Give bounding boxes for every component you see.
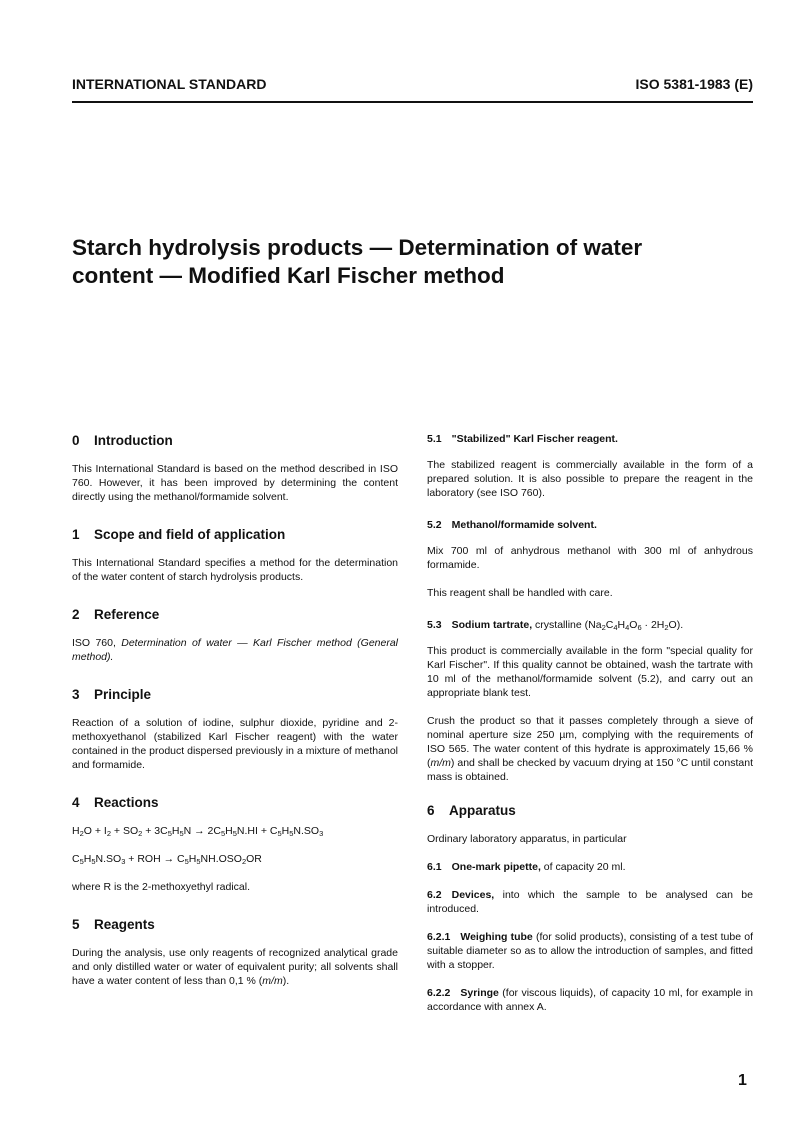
section-heading: 2 Reference bbox=[72, 607, 160, 622]
subclause-6-2-2: 6.2.2 Syringe (for viscous liquids), of capacity 10 ml, for example in accordance with annex A. bbox=[427, 987, 753, 1013]
section-principle bbox=[72, 686, 398, 772]
reaction-equation-1: $H_2O + I_2 + SO_2 + 3C_5H_5N \to 2C_5H_5N.HI + C_5H_5N.SO_3$ bbox=[72, 825, 324, 838]
page-number: 1 bbox=[738, 1072, 747, 1089]
document-title-line-1: Starch hydrolysis products — Determination of water bbox=[72, 235, 643, 260]
section-heading: 4 Reactions bbox=[72, 795, 159, 810]
header-standard-label: INTERNATIONAL STANDARD bbox=[72, 76, 267, 92]
section-body: Reaction of a solution of iodine, sulphur dioxide, pyridine and 2-methoxyethanol (stabilized Karl Fischer reagent) with the water contained in the product dispersed previously in a mixture of methanol and formamide. bbox=[72, 717, 398, 771]
subclause-5-2-body: Mix 700 ml of anhydrous methanol with 300 ml of anhydrous formamide. bbox=[427, 545, 753, 571]
section-heading: 5 Reagents bbox=[72, 917, 155, 932]
section-body: During the analysis, use only reagents of recognized analytical grade and only distilled water or water of equivalent purity; all solvents shall have a water content of less than 0,1 % (m/m). bbox=[72, 947, 398, 987]
section-heading: 1 Scope and field of application bbox=[72, 527, 286, 542]
reaction-equation-2: $C_5H_5N.SO_3$ + ROH → $C_5H_5NH.OSO_2OR$ bbox=[72, 853, 262, 866]
section-reactions bbox=[72, 794, 398, 894]
section-body: This International Standard specifies a method for the determination of the water content of starch hydrolysis products. bbox=[72, 557, 398, 583]
apparatus-intro: Ordinary laboratory apparatus, in particular bbox=[427, 833, 627, 845]
section-reagents bbox=[72, 916, 398, 988]
section-reference bbox=[72, 606, 398, 664]
subclause-6-1: 6.1 One-mark pipette, of capacity 20 ml. bbox=[427, 861, 626, 873]
section-heading-apparatus: 6 Apparatus bbox=[427, 803, 516, 818]
section-body: This International Standard is based on the method described in ISO 760. However, it has been improved by determining the content directly using the methanol/formamide solvent. bbox=[72, 463, 398, 503]
radical-definition: where R is the 2-methoxyethyl radical. bbox=[72, 881, 250, 893]
subclause-6-2-1: 6.2.1 Weighing tube (for solid products), consisting of a test tube of suitable diameter so as to allow the introduction of samples, and fitted with a stopper. bbox=[427, 931, 753, 971]
subclause-6-2: 6.2 Devices, into which the sample to be analysed can be introduced. bbox=[427, 889, 753, 915]
section-scope bbox=[72, 526, 398, 584]
section-heading: 3 Principle bbox=[72, 687, 152, 702]
section-heading: 0 Introduction bbox=[72, 433, 173, 448]
subclause-5-3-body: This product is commercially available in the form "special quality for Karl Fischer". If this quality cannot be obtained, wash the tartrate with 10 ml of the methanol/formamide solvent (5.2), and carry out an appropriate blank test. bbox=[427, 645, 753, 699]
reference-title: Determination of water — Karl Fischer method (General method). bbox=[72, 637, 399, 663]
subclause-5-2-heading: 5.2 Methanol/formamide solvent. bbox=[427, 519, 597, 531]
document-title-line-2: content — Modified Karl Fischer method bbox=[72, 263, 505, 288]
page-header bbox=[72, 76, 753, 92]
header-document-number: ISO 5381-1983 (E) bbox=[635, 76, 753, 92]
section-body: ISO 760, Determination of water — Karl Fischer method (General method). bbox=[72, 637, 399, 663]
subclause-5-1-body: The stabilized reagent is commercially available in the form of a prepared solution. It is also possible to prepare the reagent in the laboratory (see ISO 760). bbox=[427, 459, 753, 499]
subclause-5-3-heading: 5.3 Sodium tartrate, crystalline $(Na_2C_4H_4O_6 \cdot 2H_2O)$. bbox=[427, 619, 684, 632]
right-column bbox=[427, 432, 753, 1028]
subclause-5-2-caution: This reagent shall be handled with care. bbox=[427, 587, 613, 599]
subclause-5-3-sieve: Crush the product so that it passes completely through a sieve of nominal aperture size 250 µm, complying with the requirements of ISO 565. The water content of this hydrate is approximately 15,66 % (m/m) and shall be checked by vacuum drying at 150 °C until constant mass is obtained. bbox=[427, 715, 753, 783]
header-rule bbox=[72, 101, 753, 103]
section-introduction bbox=[72, 432, 398, 504]
document-title bbox=[72, 234, 753, 290]
subclause-5-1-heading: 5.1 "Stabilized" Karl Fischer reagent. bbox=[427, 433, 618, 445]
left-column bbox=[72, 432, 398, 1010]
